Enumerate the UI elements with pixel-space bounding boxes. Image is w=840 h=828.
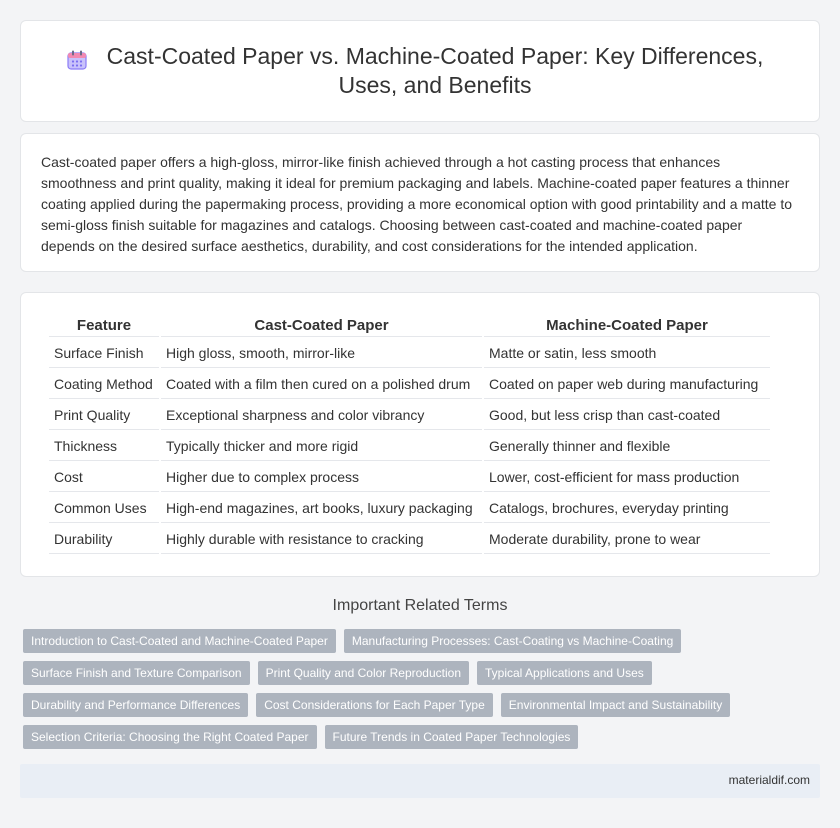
related-term-tag[interactable]: Selection Criteria: Choosing the Right Coated Paper: [23, 725, 317, 749]
table-row: [49, 463, 770, 492]
cell-cast-coated: Exceptional sharpness and color vibrancy: [161, 401, 482, 430]
cell-cast-coated: Typically thicker and more rigid: [161, 432, 482, 461]
related-term-tag[interactable]: Environmental Impact and Sustainability: [501, 693, 730, 717]
cell-machine-coated: Matte or satin, less smooth: [484, 339, 770, 368]
table-row: [49, 401, 770, 430]
header-machine-coated: Machine-Coated Paper: [484, 311, 770, 337]
related-terms-title: Important Related Terms: [332, 597, 508, 614]
cell-machine-coated: Catalogs, brochures, everyday printing: [484, 494, 770, 523]
cell-cast-coated: High-end magazines, art books, luxury packaging: [161, 494, 482, 523]
cell-feature: Durability: [49, 525, 159, 554]
cell-machine-coated: Lower, cost-efficient for mass production: [484, 463, 770, 492]
cell-cast-coated: Coated with a film then cured on a polished drum: [161, 370, 482, 399]
footer-site-link[interactable]: materialdif.com: [728, 773, 810, 787]
related-term-tag[interactable]: Surface Finish and Texture Comparison: [23, 661, 250, 685]
related-term-tag[interactable]: Manufacturing Processes: Cast-Coating vs Machine-Coating: [344, 629, 681, 653]
cell-feature: Common Uses: [49, 494, 159, 523]
cell-machine-coated: Generally thinner and flexible: [484, 432, 770, 461]
table-row: [49, 494, 770, 523]
cell-feature: Thickness: [49, 432, 159, 461]
intro-paragraph: Cast-coated paper offers a high-gloss, mirror-like finish achieved through a hot casting process that enhances smoothness and print quality, making it ideal for premium packaging and labels. Machine-coated paper features a thinner coating applied during the papermaking process, providing a more economical option with good printability and a matte to semi-gloss finish suitable for magazines and catalogs. Choosing between cast-coated and machine-coated paper depends on the desired surface aesthetics, durability, and cost considerations for the intended application.: [41, 154, 793, 254]
table-row: [49, 525, 770, 554]
header-feature: Feature: [49, 311, 159, 337]
cell-cast-coated: High gloss, smooth, mirror-like: [161, 339, 482, 368]
related-term-tag[interactable]: Typical Applications and Uses: [477, 661, 652, 685]
cell-machine-coated: Good, but less crisp than cast-coated: [484, 401, 770, 430]
related-term-tag[interactable]: Cost Considerations for Each Paper Type: [256, 693, 493, 717]
comparison-card: [20, 292, 820, 577]
cell-feature: Surface Finish: [49, 339, 159, 368]
related-term-tag[interactable]: Introduction to Cast-Coated and Machine-Coated Paper: [23, 629, 336, 653]
title-card: [20, 20, 820, 122]
comparison-table: [47, 309, 772, 556]
cell-feature: Cost: [49, 463, 159, 492]
cell-cast-coated: Highly durable with resistance to cracking: [161, 525, 482, 554]
table-row: [49, 432, 770, 461]
cell-machine-coated: Moderate durability, prone to wear: [484, 525, 770, 554]
cell-feature: Coating Method: [49, 370, 159, 399]
related-term-tag[interactable]: Print Quality and Color Reproduction: [258, 661, 469, 685]
intro-card: [20, 133, 820, 272]
cell-cast-coated: Higher due to complex process: [161, 463, 482, 492]
related-terms-list: [23, 629, 803, 749]
page-title: Cast-Coated Paper vs. Machine-Coated Paper: Key Differences, Uses, and Benefits: [106, 43, 764, 98]
cell-feature: Print Quality: [49, 401, 159, 430]
table-row: [49, 370, 770, 399]
header-cast-coated: Cast-Coated Paper: [161, 311, 482, 337]
related-term-tag[interactable]: Future Trends in Coated Paper Technologies: [325, 725, 579, 749]
table-row: [49, 339, 770, 368]
cell-machine-coated: Coated on paper web during manufacturing: [484, 370, 770, 399]
related-term-tag[interactable]: Durability and Performance Differences: [23, 693, 248, 717]
footer: [20, 764, 820, 798]
table-header-row: [49, 311, 770, 337]
